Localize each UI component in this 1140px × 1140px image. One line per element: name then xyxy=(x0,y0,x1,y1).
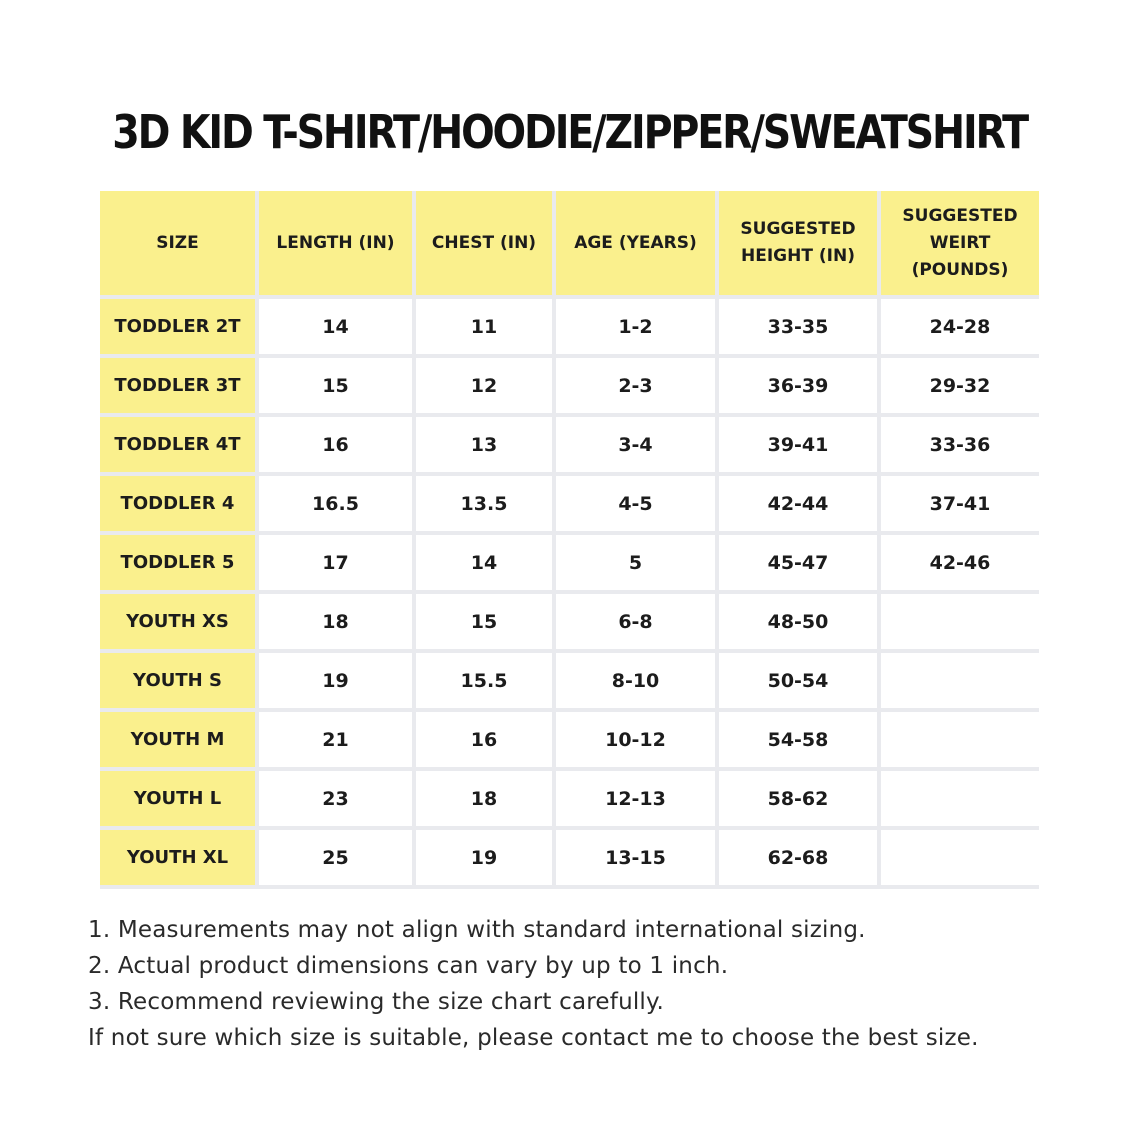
length-cell: 16 xyxy=(259,417,412,472)
size-cell: YOUTH XS xyxy=(100,594,255,649)
size-chart xyxy=(100,191,1039,889)
length-cell: 17 xyxy=(259,535,412,590)
weight-cell: 29-32 xyxy=(881,358,1039,413)
header-chest xyxy=(416,191,552,295)
age-cell: 8-10 xyxy=(556,653,715,708)
weight-cell xyxy=(881,594,1039,649)
chest-cell: 18 xyxy=(416,771,552,826)
length-cell: 14 xyxy=(259,299,412,354)
chest-cell: 15 xyxy=(416,594,552,649)
table-body xyxy=(100,299,1039,885)
weight-cell: 37-41 xyxy=(881,476,1039,531)
note-line: If not sure which size is suitable, please contact me to choose the best size. xyxy=(88,1025,979,1051)
length-cell: 23 xyxy=(259,771,412,826)
header-label: AGE (YEARS) xyxy=(574,232,697,253)
header-height xyxy=(719,191,877,295)
chest-cell: 19 xyxy=(416,830,552,885)
weight-cell: 42-46 xyxy=(881,535,1039,590)
height-cell: 48-50 xyxy=(719,594,877,649)
age-cell: 4-5 xyxy=(556,476,715,531)
size-cell: YOUTH XL xyxy=(100,830,255,885)
table-row xyxy=(100,535,1039,590)
age-cell: 6-8 xyxy=(556,594,715,649)
header-label: LENGTH (IN) xyxy=(276,232,395,253)
weight-cell: 33-36 xyxy=(881,417,1039,472)
age-cell: 3-4 xyxy=(556,417,715,472)
weight-cell xyxy=(881,771,1039,826)
length-cell: 25 xyxy=(259,830,412,885)
header-label: CHEST (IN) xyxy=(431,232,537,253)
note-line: 2. Actual product dimensions can vary by up to 1 inch. xyxy=(88,953,729,979)
weight-cell xyxy=(881,653,1039,708)
table-row xyxy=(100,830,1039,885)
table-row xyxy=(100,417,1039,472)
header-weight xyxy=(881,191,1039,295)
size-cell: TODDLER 2T xyxy=(100,299,255,354)
height-cell: 62-68 xyxy=(719,830,877,885)
weight-cell: 24-28 xyxy=(881,299,1039,354)
length-cell: 15 xyxy=(259,358,412,413)
note-line: 3. Recommend reviewing the size chart carefully. xyxy=(88,989,665,1015)
table-row xyxy=(100,653,1039,708)
size-table xyxy=(96,187,1043,889)
weight-cell xyxy=(881,712,1039,767)
size-cell: TODDLER 3T xyxy=(100,358,255,413)
height-cell: 54-58 xyxy=(719,712,877,767)
size-cell: YOUTH S xyxy=(100,653,255,708)
height-cell: 50-54 xyxy=(719,653,877,708)
size-cell: TODDLER 5 xyxy=(100,535,255,590)
age-cell: 13-15 xyxy=(556,830,715,885)
header-label: (POUNDS) xyxy=(911,259,1009,280)
weight-cell xyxy=(881,830,1039,885)
chest-cell: 11 xyxy=(416,299,552,354)
age-cell: 12-13 xyxy=(556,771,715,826)
chest-cell: 14 xyxy=(416,535,552,590)
chest-cell: 13 xyxy=(416,417,552,472)
size-cell: TODDLER 4T xyxy=(100,417,255,472)
note-line: 1. Measurements may not align with standard international sizing. xyxy=(88,917,866,943)
age-cell: 5 xyxy=(556,535,715,590)
chest-cell: 16 xyxy=(416,712,552,767)
chest-cell: 12 xyxy=(416,358,552,413)
size-cell: YOUTH M xyxy=(100,712,255,767)
header-label: WEIRT xyxy=(929,232,991,253)
height-cell: 33-35 xyxy=(719,299,877,354)
table-row xyxy=(100,771,1039,826)
table-header-row xyxy=(100,191,1039,295)
length-cell: 21 xyxy=(259,712,412,767)
page-title: 3D KID T-SHIRT/HOODIE/ZIPPER/SWEATSHIRT xyxy=(112,104,1027,159)
height-cell: 36-39 xyxy=(719,358,877,413)
header-label: HEIGHT (IN) xyxy=(741,246,855,266)
header-size xyxy=(100,191,255,295)
header-label: SIZE xyxy=(156,232,199,253)
height-cell: 39-41 xyxy=(719,417,877,472)
header-age xyxy=(556,191,715,295)
height-cell: 42-44 xyxy=(719,476,877,531)
height-cell: 45-47 xyxy=(719,535,877,590)
table-row xyxy=(100,712,1039,767)
size-cell: TODDLER 4 xyxy=(100,476,255,531)
length-cell: 18 xyxy=(259,594,412,649)
notes xyxy=(88,912,1088,1056)
height-cell: 58-62 xyxy=(719,771,877,826)
age-cell: 1-2 xyxy=(556,299,715,354)
age-cell: 2-3 xyxy=(556,358,715,413)
age-cell: 10-12 xyxy=(556,712,715,767)
chest-cell: 13.5 xyxy=(416,476,552,531)
table-row xyxy=(100,594,1039,649)
table-row xyxy=(100,358,1039,413)
size-cell: YOUTH L xyxy=(100,771,255,826)
header-label: SUGGESTED xyxy=(902,205,1018,226)
table-row xyxy=(100,476,1039,531)
length-cell: 19 xyxy=(259,653,412,708)
header-length xyxy=(259,191,412,295)
header-label: SUGGESTED xyxy=(740,219,856,239)
chest-cell: 15.5 xyxy=(416,653,552,708)
length-cell: 16.5 xyxy=(259,476,412,531)
table-row xyxy=(100,299,1039,354)
